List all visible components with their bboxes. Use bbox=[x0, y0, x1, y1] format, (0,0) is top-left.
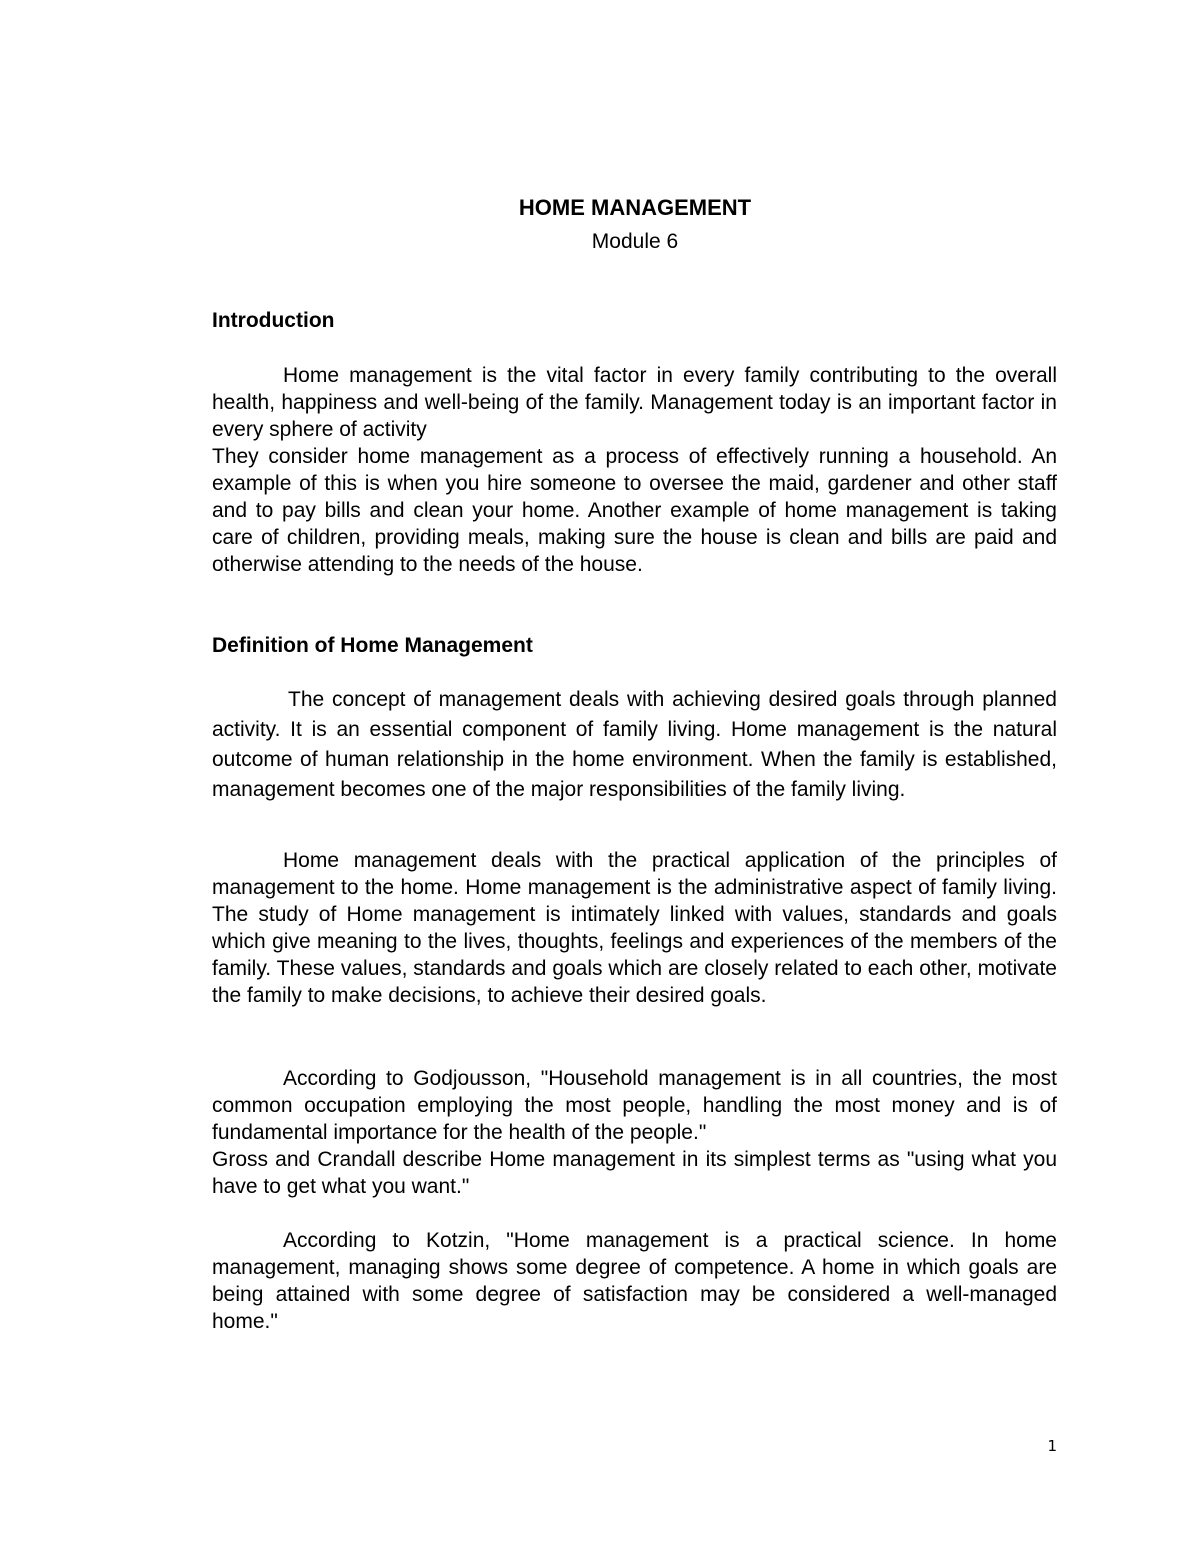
definition-paragraph-2: Home management deals with the practical application of the principles of management to the home. Home management is the administrative aspect of family living. The study of Home management is intimately linked with values, standards and goals which give meaning to the lives, thoughts, feelings and experiences of the members of the family. These values, standards and goals which are closely related to each other, motivate the family to make decisions, to achieve their desired goals. bbox=[212, 849, 1057, 1007]
definition-paragraph-4: Gross and Crandall describe Home management in its simplest terms as "using what you have to get what you want." bbox=[212, 1148, 1057, 1198]
introduction-text bbox=[212, 362, 1057, 578]
definition-text-2 bbox=[212, 847, 1057, 1009]
document-title: HOME MANAGEMENT bbox=[518, 195, 752, 220]
introduction-paragraph-1: Home management is the vital factor in every family contributing to the overall health, happiness and well-being of the family. Management today is an important factor in every sphere of activity bbox=[212, 364, 1057, 441]
document-subtitle: Module 6 bbox=[591, 230, 679, 253]
definition-text-1 bbox=[212, 685, 1057, 805]
section-heading-introduction: Introduction bbox=[212, 309, 335, 332]
section-heading-definition: Definition of Home Management bbox=[212, 634, 533, 657]
definition-paragraph-3: According to Godjousson, "Household management is in all countries, the most common occupation employing the most people, handling the most money and is of fundamental importance for the health of the people." bbox=[212, 1067, 1057, 1144]
page-number: 1 bbox=[1047, 1437, 1057, 1455]
definition-paragraph-1: The concept of management deals with achieving desired goals through planned activity. It is an essential component of family living. Home management is the natural outcome of human relationship in the home environment. When the family is established, management becomes one of the major responsibilities of the family living. bbox=[212, 688, 1057, 801]
definition-paragraph-5: According to Kotzin, "Home management is a practical science. In home management, managing shows some degree of competence. A home in which goals are being attained with some degree of satisfaction may be considered a well-managed home." bbox=[212, 1229, 1057, 1333]
definition-text-3 bbox=[212, 1065, 1057, 1200]
introduction-paragraph-2: They consider home management as a process of effectively running a household. An example of this is when you hire someone to oversee the maid, gardener and other staff and to pay bills and clean your home. Another example of home management is taking care of children, providing meals, making sure the house is clean and bills are paid and otherwise attending to the needs of the house. bbox=[212, 445, 1057, 576]
definition-text-4 bbox=[212, 1227, 1057, 1335]
